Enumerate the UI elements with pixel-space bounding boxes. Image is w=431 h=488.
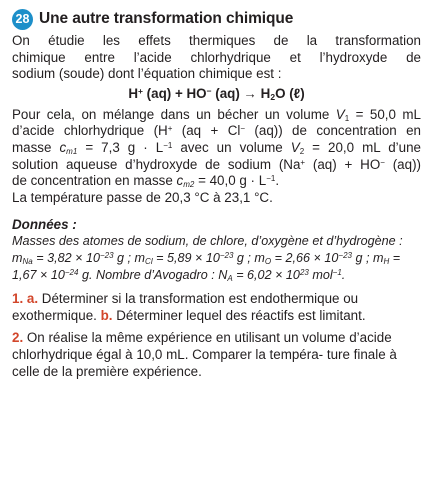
data-section [12, 233, 421, 283]
data-line-masses-label: Masses des atomes de sodium, de chlore, d’oxygène et d’hydrogène : [12, 234, 403, 249]
data-line-avogadro: Nombre d’Avogadro : $N_A = 6,02 \times 10^{23}$ mol$^{-1}$. [95, 267, 346, 283]
exercise-header [12, 8, 421, 30]
question-1b: b. Déterminer lequel des réactifs est limitant. [100, 307, 366, 323]
data-section-title: Données : [12, 217, 77, 233]
data-line-masses-2: $m_H = 1,67 \times 10^{-24}$ g. [12, 250, 401, 282]
question-2-line-1: 2. On réalise la même expérience en utilisant un volume [12, 330, 346, 346]
exercise-number-badge: 28 [12, 9, 33, 30]
procedure-line-2: d’acide chlorhydrique (H+ (aq + Cl− (aq)) de concentration en [12, 123, 422, 139]
procedure-line-6: La température passe de 20,3 °C à 23,1 °C. [12, 189, 273, 205]
question-2-number: 2. [12, 330, 24, 346]
question-1a-line-2: exothermique. [12, 307, 97, 323]
intro-line-2: chimique entre l’acide chlorhydrique et l’hydroxyde de [12, 49, 421, 65]
questions-section [12, 291, 421, 380]
intro-paragraph [12, 33, 421, 83]
question-2-line-3: ture finale à celle de la première expérience. [12, 346, 397, 379]
question-1a-line-1: 1. a. Déterminer si la transformation est endothermique ou [12, 291, 359, 307]
question-1b-number: b. [100, 307, 113, 323]
question-1a-number: 1. a. [12, 291, 39, 307]
intro-line-1: On étudie les effets thermiques de la transformation [12, 33, 421, 48]
exercise-title: Une autre transformation chimique [39, 10, 294, 27]
question-2-line-2: d’acide chlorhydrique égal à 10,0 mL. Comparer la tempéra- [12, 330, 392, 362]
procedure-line-3: masse $c_{m1} = 7,3$ $g \cdot L^{-1}$ avec un volume $V_2 = 20,0$ mL d’une [12, 139, 421, 156]
procedure-line-5: de concentration en masse $c_{m2} = 40,0$ $g \cdot L^{-1}$. [12, 173, 280, 190]
procedure-line-1: Pour cela, on mélange dans un bécher un volume $V_1 = 50,0$ mL [12, 106, 421, 123]
intro-line-3: sodium (soude) dont l’équation chimique est : [12, 66, 282, 82]
data-line-masses-1: $m_{Na} = 3,82 \times 10^{-23}$ g ; $m_{Cl} = 5,89 \times 10^{-23}$ g ; $m_O = 2,66 \times 10^{-23}$ g ; [12, 250, 370, 266]
procedure-line-4: solution aqueuse d’hydroxyde de sodium (Na+ (aq) + HO− (aq)) [12, 156, 421, 172]
chemical-equation: H+ (aq) + HO− $(aq) \to H_2O$ (ℓ) [128, 85, 305, 102]
procedure-paragraph [12, 107, 421, 207]
